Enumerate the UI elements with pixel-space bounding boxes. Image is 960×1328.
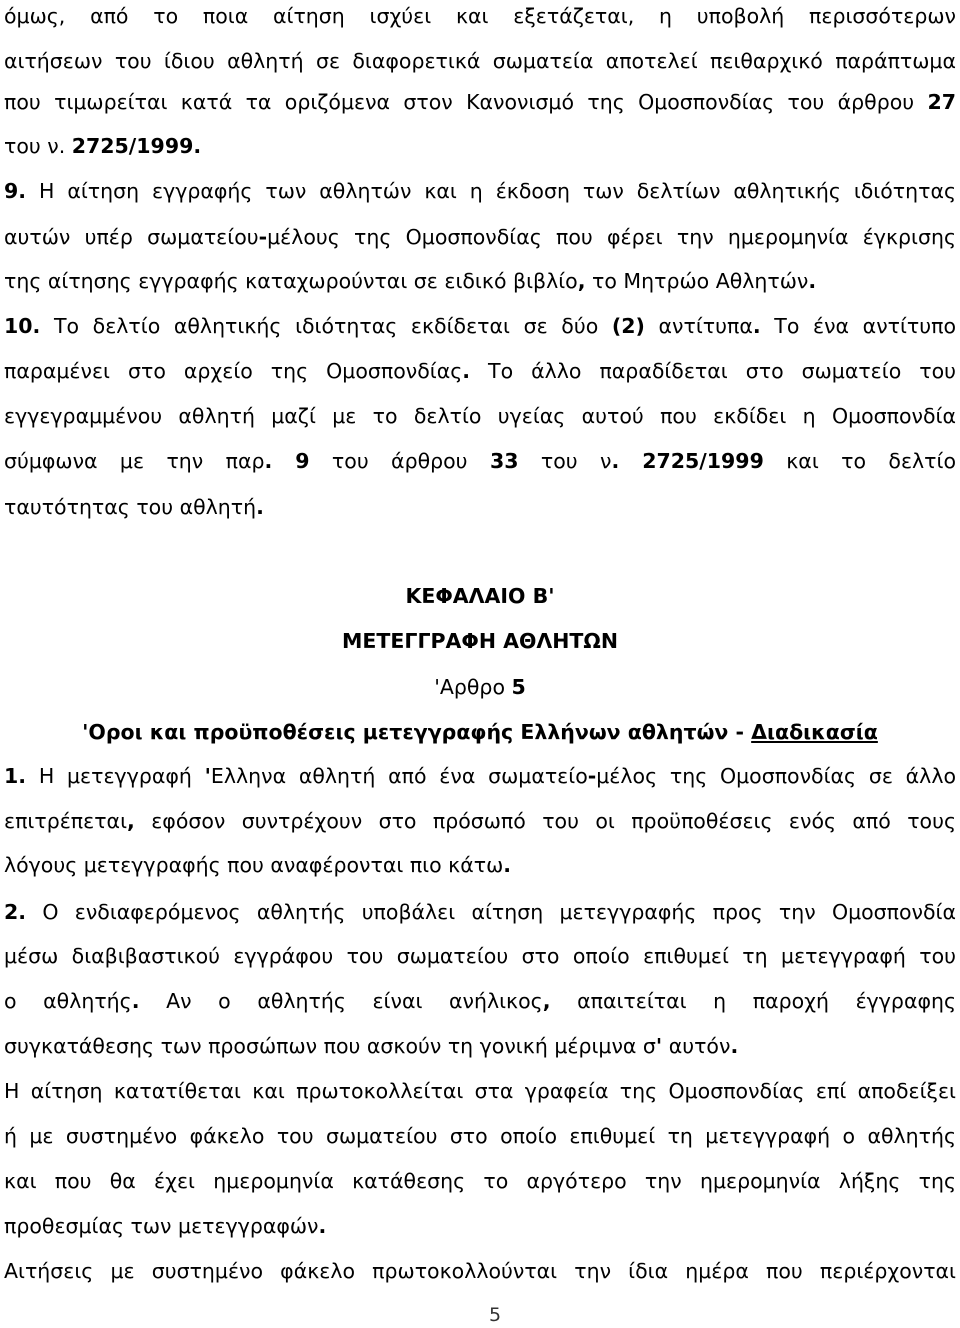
- text-span: το Μητρώο Αθλητών: [585, 269, 809, 293]
- paragraph-number: 2.: [4, 900, 27, 924]
- text-span: συγκατάθεσης των προσώπων που ασκούν τη γονική μέριμνα σ: [4, 1034, 656, 1058]
- bold-span: .: [730, 1034, 739, 1058]
- text-span: εγγεγραμμένου αθλητή μαζί με το δελτίο υγείας αυτού που εκδίδει η Ομοσπονδία: [4, 404, 956, 428]
- text-line: [4, 222, 956, 252]
- text-span: της αίτησης εγγραφής καταχωρούνται σε ειδικό βιβλίο: [4, 269, 578, 293]
- text-span: του άρθρου: [309, 449, 490, 473]
- bold-span: -: [587, 764, 597, 788]
- text-span: απαιτείται η παροχή έγγραφης: [550, 989, 956, 1013]
- text-line: [4, 897, 956, 927]
- bold-span: ': [204, 764, 211, 788]
- bold-span: .: [808, 269, 817, 293]
- chapter-heading: ΚΕΦΑΛΑΙΟ Β': [405, 584, 555, 608]
- text-span: και το δελτίο: [763, 449, 956, 473]
- bold-span: 27: [927, 90, 956, 114]
- text-span: αιτήσεων του ίδιου αθλητή σε διαφορετικά σωματεία αποτελεί πειθαρχικό παράπτωμα: [4, 49, 956, 73]
- bold-span: ,: [577, 269, 586, 293]
- bold-span: 2725/1999.: [71, 134, 202, 158]
- bold-span: .: [318, 1214, 327, 1238]
- page-number: 5: [488, 1304, 502, 1326]
- bold-span: .: [256, 495, 264, 519]
- text-line: [4, 1, 956, 31]
- text-span: αυτόν: [662, 1034, 731, 1058]
- article-heading: [0, 672, 960, 702]
- text-span: 'Οροι και προϋποθέσεις μετεγγραφής Ελλήνων αθλητών -: [82, 720, 752, 744]
- text-span: εφόσον συντρέχουν στο πρόσωπό του οι προϋποθέσεις ενός από τους: [134, 809, 956, 833]
- text-line: [4, 850, 956, 880]
- text-line: [4, 492, 956, 522]
- text-line: [4, 311, 956, 341]
- text-span: μέλος της Ομοσπονδίας σε άλλο: [596, 764, 956, 788]
- text-line: [4, 941, 956, 971]
- text-span: ο αθλητής: [4, 989, 132, 1013]
- text-span: αντίτυπα: [644, 314, 753, 338]
- text-span: Ελληνα αθλητή από ένα σωματείο: [210, 764, 588, 788]
- text-span: Η μετεγγραφή: [26, 764, 205, 788]
- text-span: μέσω διαβιβαστικού εγγράφου του σωματείου στο οποίο επιθυμεί τη μετεγγραφή του: [4, 944, 956, 968]
- text-line: [4, 446, 956, 476]
- text-line: [4, 806, 956, 836]
- text-span: και που θα έχει ημερομηνία κατάθεσης το αργότερο την ημερομηνία λήξης της: [4, 1169, 956, 1193]
- text-span: Αν ο αθλητής είναι ανήλικος: [139, 989, 543, 1013]
- text-line: [4, 176, 956, 206]
- text-line: [4, 266, 956, 296]
- bold-span: ': [655, 1034, 663, 1058]
- text-span: επιτρέπεται: [4, 809, 128, 833]
- underlined-span: Διαδικασία: [751, 720, 878, 744]
- bold-span: .: [131, 989, 140, 1013]
- text-span: Η αίτηση εγγραφής των αθλητών και η έκδοση των δελτίων αθλητικής ιδιότητας: [26, 179, 956, 203]
- text-line: [4, 1031, 956, 1061]
- text-span: μέλους της Ομοσπονδίας που φέρει την ημερομηνία έγκρισης: [267, 225, 956, 249]
- text-line: [4, 87, 956, 117]
- text-span: του ν.: [4, 134, 72, 158]
- text-span: Αιτήσεις με συστημένο φάκελο πρωτοκολλούνται την ίδια ημέρα που περιέρχονται: [4, 1259, 956, 1283]
- text-span: που τιμωρείται κατά τα οριζόμενα στον Κανονισμό της Ομοσπονδίας του άρθρου: [4, 90, 928, 114]
- bold-span: 5: [511, 675, 526, 699]
- text-span: Το δελτίο αθλητικής ιδιότητας εκδίδεται σε δύο: [40, 314, 612, 338]
- text-span: λόγους μετεγγραφής που αναφέρονται πιο κάτω: [4, 853, 504, 877]
- text-line: [4, 1256, 956, 1286]
- bold-span: . 9: [264, 449, 310, 473]
- bold-span: -: [258, 225, 268, 249]
- text-span: 'Αρθρο: [434, 675, 512, 699]
- text-span: προθεσμίας των μετεγγραφών: [4, 1214, 319, 1238]
- text-span: ή με συστημένο φάκελο του σωματείου στο οποίο επιθυμεί τη μετεγγραφή ο αθλητής: [4, 1124, 956, 1148]
- text-span: σύμφωνα με την παρ: [4, 449, 265, 473]
- text-span: Το άλλο παραδίδεται στο σωματείο του: [470, 359, 956, 383]
- text-line: [4, 761, 956, 791]
- bold-span: .: [752, 314, 761, 338]
- text-span: παραμένει στο αρχείο της Ομοσπονδίας: [4, 359, 463, 383]
- bold-span: .: [462, 359, 471, 383]
- paragraph-number: 1.: [4, 764, 27, 788]
- bold-span: 33: [489, 449, 519, 473]
- section-heading: ΜΕΤΕΓΓΡΑΦΗ ΑΘΛΗΤΩΝ: [341, 629, 618, 653]
- text-line: [4, 1076, 956, 1106]
- bold-span: . 2725/1999: [611, 449, 764, 473]
- text-line: [4, 46, 956, 76]
- text-line: [4, 1121, 956, 1151]
- text-line: [4, 986, 956, 1016]
- text-span: όμως, από το ποια αίτηση ισχύει και εξετάζεται, η υποβολή περισσότερων: [4, 4, 956, 28]
- text-line: [4, 1211, 956, 1241]
- text-line: [4, 401, 956, 431]
- paragraph-number: 9.: [4, 179, 27, 203]
- bold-span: .: [503, 853, 512, 877]
- bold-span: ,: [127, 809, 135, 833]
- text-line: [4, 356, 956, 386]
- text-span: του ν: [518, 449, 612, 473]
- bold-span: (2): [611, 314, 645, 338]
- text-span: ταυτότητας του αθλητή: [4, 495, 257, 519]
- text-span: Ο ενδιαφερόμενος αθλητής υποβάλει αίτηση μετεγγραφής προς την Ομοσπονδία: [26, 900, 956, 924]
- text-span: Το ένα αντίτυπο: [760, 314, 956, 338]
- bold-span: ,: [542, 989, 551, 1013]
- text-span: Η αίτηση κατατίθεται και πρωτοκολλείται στα γραφεία της Ομοσπονδίας επί αποδείξει: [4, 1079, 956, 1103]
- text-span: αυτών υπέρ σωματείου: [4, 225, 259, 249]
- article-title: [0, 717, 960, 747]
- text-line: [4, 131, 956, 161]
- paragraph-number: 10.: [4, 314, 41, 338]
- text-line: [4, 1166, 956, 1196]
